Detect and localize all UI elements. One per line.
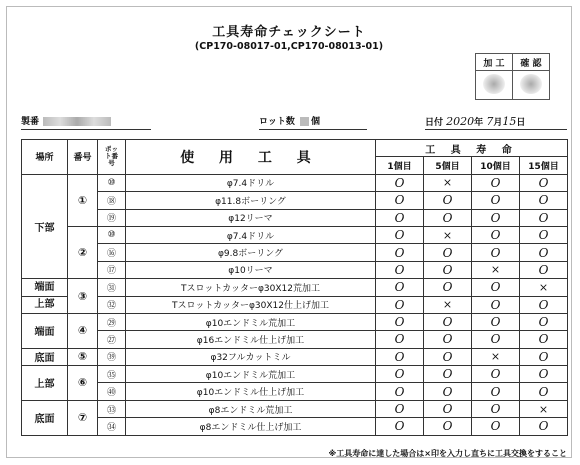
group-number: ⑦ bbox=[68, 400, 98, 435]
tool-name: φ10エンドミル荒加工 bbox=[126, 313, 376, 330]
location-cell bbox=[22, 366, 68, 401]
life-mark-ok: O bbox=[472, 296, 520, 313]
table-row bbox=[22, 192, 568, 209]
tool-name: φ10リーマ bbox=[126, 261, 376, 278]
life-mark-ok: O bbox=[376, 366, 424, 383]
life-mark-ok: O bbox=[520, 244, 568, 261]
tool-name: φ9.8ボーリング bbox=[126, 244, 376, 261]
tool-name: Tスロットカッターφ30X12仕上げ加工 bbox=[126, 296, 376, 313]
seal-icon bbox=[520, 74, 542, 94]
location-label: 上部 bbox=[34, 379, 55, 391]
pot-number: ㉙ bbox=[98, 313, 126, 330]
table-row bbox=[22, 418, 568, 435]
seal-icon bbox=[483, 74, 505, 94]
life-mark-ok: O bbox=[424, 383, 472, 400]
tool-name: φ32フルカットミル bbox=[126, 348, 376, 365]
life-mark-ok: O bbox=[520, 209, 568, 226]
group-number: ⑥ bbox=[68, 366, 98, 401]
sheet-title: 工具寿命チェックシート bbox=[212, 25, 366, 40]
life-mark-ok: O bbox=[376, 209, 424, 226]
life-mark-x: × bbox=[472, 348, 520, 365]
table-row bbox=[22, 383, 568, 400]
table-row bbox=[22, 313, 568, 330]
header-tool: 使 用 工 具 bbox=[126, 140, 376, 175]
life-mark-ok: O bbox=[520, 192, 568, 209]
header-life: 工 具 寿 命 bbox=[376, 140, 568, 157]
life-mark-x: × bbox=[520, 279, 568, 296]
table-row bbox=[22, 226, 568, 243]
pot-number: ㊵ bbox=[98, 383, 126, 400]
tool-name: φ7.4ドリル bbox=[126, 174, 376, 191]
pot-number: ㉟ bbox=[98, 366, 126, 383]
life-mark-ok: O bbox=[472, 400, 520, 417]
check-sheet bbox=[6, 6, 572, 458]
date-month-label: 月 bbox=[493, 118, 503, 128]
life-mark-x: × bbox=[424, 296, 472, 313]
life-mark-ok: O bbox=[520, 383, 568, 400]
pot-number: ⑯ bbox=[98, 244, 126, 261]
date-year-label: 年 bbox=[474, 118, 484, 128]
stamp-process bbox=[476, 71, 513, 100]
pot-number: ㉛ bbox=[98, 279, 126, 296]
life-mark-ok: O bbox=[424, 366, 472, 383]
life-mark-ok: O bbox=[472, 209, 520, 226]
date-year: 2020 bbox=[446, 115, 475, 128]
life-mark-ok: O bbox=[424, 348, 472, 365]
lot-unit: 個 bbox=[310, 117, 320, 127]
life-mark-ok: O bbox=[424, 244, 472, 261]
life-mark-ok: O bbox=[376, 313, 424, 330]
group-number: ④ bbox=[68, 313, 98, 348]
life-mark-ok: O bbox=[520, 226, 568, 243]
stamp-label-confirm: 確 認 bbox=[513, 54, 550, 71]
table-row bbox=[22, 348, 568, 365]
life-mark-x: × bbox=[424, 174, 472, 191]
life-mark-ok: O bbox=[376, 192, 424, 209]
location-cell bbox=[22, 400, 68, 435]
header-row bbox=[22, 140, 568, 157]
lot-label: ロット数 bbox=[259, 117, 295, 127]
table-row bbox=[22, 174, 568, 191]
life-mark-ok: O bbox=[424, 400, 472, 417]
life-mark-ok: O bbox=[520, 331, 568, 348]
pot-number: ⑲ bbox=[98, 209, 126, 226]
tool-name: Tスロットカッターφ30X12荒加工 bbox=[126, 279, 376, 296]
tool-life-table bbox=[21, 139, 568, 436]
life-mark-x: × bbox=[424, 226, 472, 243]
pot-number: ㊴ bbox=[98, 348, 126, 365]
pot-number: ㉜ bbox=[98, 296, 126, 313]
life-mark-ok: O bbox=[376, 418, 424, 435]
table-row bbox=[22, 279, 568, 296]
location-cell bbox=[22, 174, 68, 278]
table-row bbox=[22, 366, 568, 383]
group-number: ① bbox=[68, 174, 98, 226]
tool-name: φ16エンドミル仕上げ加工 bbox=[126, 331, 376, 348]
pot-number: ⑩ bbox=[98, 226, 126, 243]
stamp-confirm bbox=[513, 71, 550, 100]
sheet-subtitle: (CP170-08017-01,CP170-08013-01) bbox=[194, 41, 384, 52]
life-mark-ok: O bbox=[472, 331, 520, 348]
location-label: 底面 bbox=[34, 353, 55, 365]
header-count-5: 5個目 bbox=[424, 157, 472, 174]
redacted-serial bbox=[43, 117, 111, 126]
pot-number: ⑰ bbox=[98, 261, 126, 278]
location-label: 端面 bbox=[34, 327, 55, 339]
pot-number: ㉗ bbox=[98, 331, 126, 348]
tool-name: φ7.4ドリル bbox=[126, 226, 376, 243]
pot-number: ⑱ bbox=[98, 192, 126, 209]
table-row bbox=[22, 261, 568, 278]
approval-stamp-box bbox=[475, 53, 550, 100]
header-number: 番号 bbox=[68, 140, 98, 175]
life-mark-ok: O bbox=[424, 209, 472, 226]
life-mark-ok: O bbox=[376, 226, 424, 243]
pot-number: ⑩ bbox=[98, 174, 126, 191]
life-mark-ok: O bbox=[520, 418, 568, 435]
tool-name: φ8エンドミル仕上げ加工 bbox=[126, 418, 376, 435]
header-location: 場所 bbox=[22, 140, 68, 175]
life-mark-ok: O bbox=[472, 174, 520, 191]
date-label: 日付 bbox=[425, 118, 444, 128]
life-mark-ok: O bbox=[520, 348, 568, 365]
stamp-label-process: 加 工 bbox=[476, 54, 513, 71]
tool-name: φ11.8ボーリング bbox=[126, 192, 376, 209]
life-mark-ok: O bbox=[376, 331, 424, 348]
life-mark-ok: O bbox=[376, 261, 424, 278]
table-row bbox=[22, 209, 568, 226]
date-day-label: 日 bbox=[516, 118, 526, 128]
redacted-lot-count bbox=[300, 117, 309, 126]
life-mark-ok: O bbox=[376, 174, 424, 191]
life-mark-ok: O bbox=[424, 313, 472, 330]
seizou-field bbox=[21, 115, 151, 130]
location-cell bbox=[22, 348, 68, 365]
life-mark-ok: O bbox=[520, 261, 568, 278]
tool-name: φ12リーマ bbox=[126, 209, 376, 226]
location-cell bbox=[22, 313, 68, 348]
life-mark-ok: O bbox=[520, 174, 568, 191]
life-mark-ok: O bbox=[472, 244, 520, 261]
life-mark-ok: O bbox=[424, 261, 472, 278]
life-mark-ok: O bbox=[376, 296, 424, 313]
tool-name: φ8エンドミル荒加工 bbox=[126, 400, 376, 417]
life-mark-ok: O bbox=[472, 313, 520, 330]
life-mark-ok: O bbox=[472, 279, 520, 296]
life-mark-ok: O bbox=[424, 279, 472, 296]
life-mark-x: × bbox=[472, 261, 520, 278]
date-day: 15 bbox=[502, 115, 517, 128]
life-mark-ok: O bbox=[472, 192, 520, 209]
header-count-1: 1個目 bbox=[376, 157, 424, 174]
tool-name: φ10エンドミル仕上げ加工 bbox=[126, 383, 376, 400]
header-pot-text: ポット番号 bbox=[105, 145, 118, 168]
date-field bbox=[425, 115, 567, 130]
life-mark-ok: O bbox=[520, 296, 568, 313]
header-pot bbox=[98, 140, 126, 175]
location-label: 下部 bbox=[34, 222, 55, 234]
group-number: ⑤ bbox=[68, 348, 98, 365]
date-month: 7 bbox=[486, 115, 494, 128]
life-mark-ok: O bbox=[472, 226, 520, 243]
life-mark-ok: O bbox=[376, 383, 424, 400]
location-label: 端面 bbox=[22, 280, 67, 297]
life-mark-ok: O bbox=[424, 192, 472, 209]
life-mark-ok: O bbox=[376, 279, 424, 296]
pot-number: ㉞ bbox=[98, 418, 126, 435]
life-mark-ok: O bbox=[424, 331, 472, 348]
header-count-15: 15個目 bbox=[520, 157, 568, 174]
life-mark-ok: O bbox=[472, 366, 520, 383]
life-mark-ok: O bbox=[472, 418, 520, 435]
location-cell bbox=[22, 279, 68, 314]
life-mark-ok: O bbox=[376, 400, 424, 417]
life-mark-ok: O bbox=[376, 244, 424, 261]
life-mark-ok: O bbox=[376, 348, 424, 365]
table-body bbox=[22, 140, 568, 436]
table-row bbox=[22, 331, 568, 348]
life-mark-ok: O bbox=[424, 418, 472, 435]
group-number: ③ bbox=[68, 279, 98, 314]
location-label: 上部 bbox=[34, 298, 55, 310]
seizou-label: 製番 bbox=[21, 117, 40, 127]
lot-field bbox=[259, 115, 367, 130]
life-mark-ok: O bbox=[520, 313, 568, 330]
table-row bbox=[22, 296, 568, 313]
life-mark-ok: O bbox=[472, 383, 520, 400]
group-number: ② bbox=[68, 226, 98, 278]
footer-note: ※工具寿命に達した場合は×印を入力し直ちに工具交換をすること bbox=[328, 449, 567, 458]
life-mark-x: × bbox=[520, 400, 568, 417]
table-row bbox=[22, 400, 568, 417]
pot-number: ㉝ bbox=[98, 400, 126, 417]
life-mark-ok: O bbox=[520, 366, 568, 383]
location-label: 底面 bbox=[34, 414, 55, 426]
tool-name: φ10エンドミル荒加工 bbox=[126, 366, 376, 383]
header-count-10: 10個目 bbox=[472, 157, 520, 174]
table-row bbox=[22, 244, 568, 261]
